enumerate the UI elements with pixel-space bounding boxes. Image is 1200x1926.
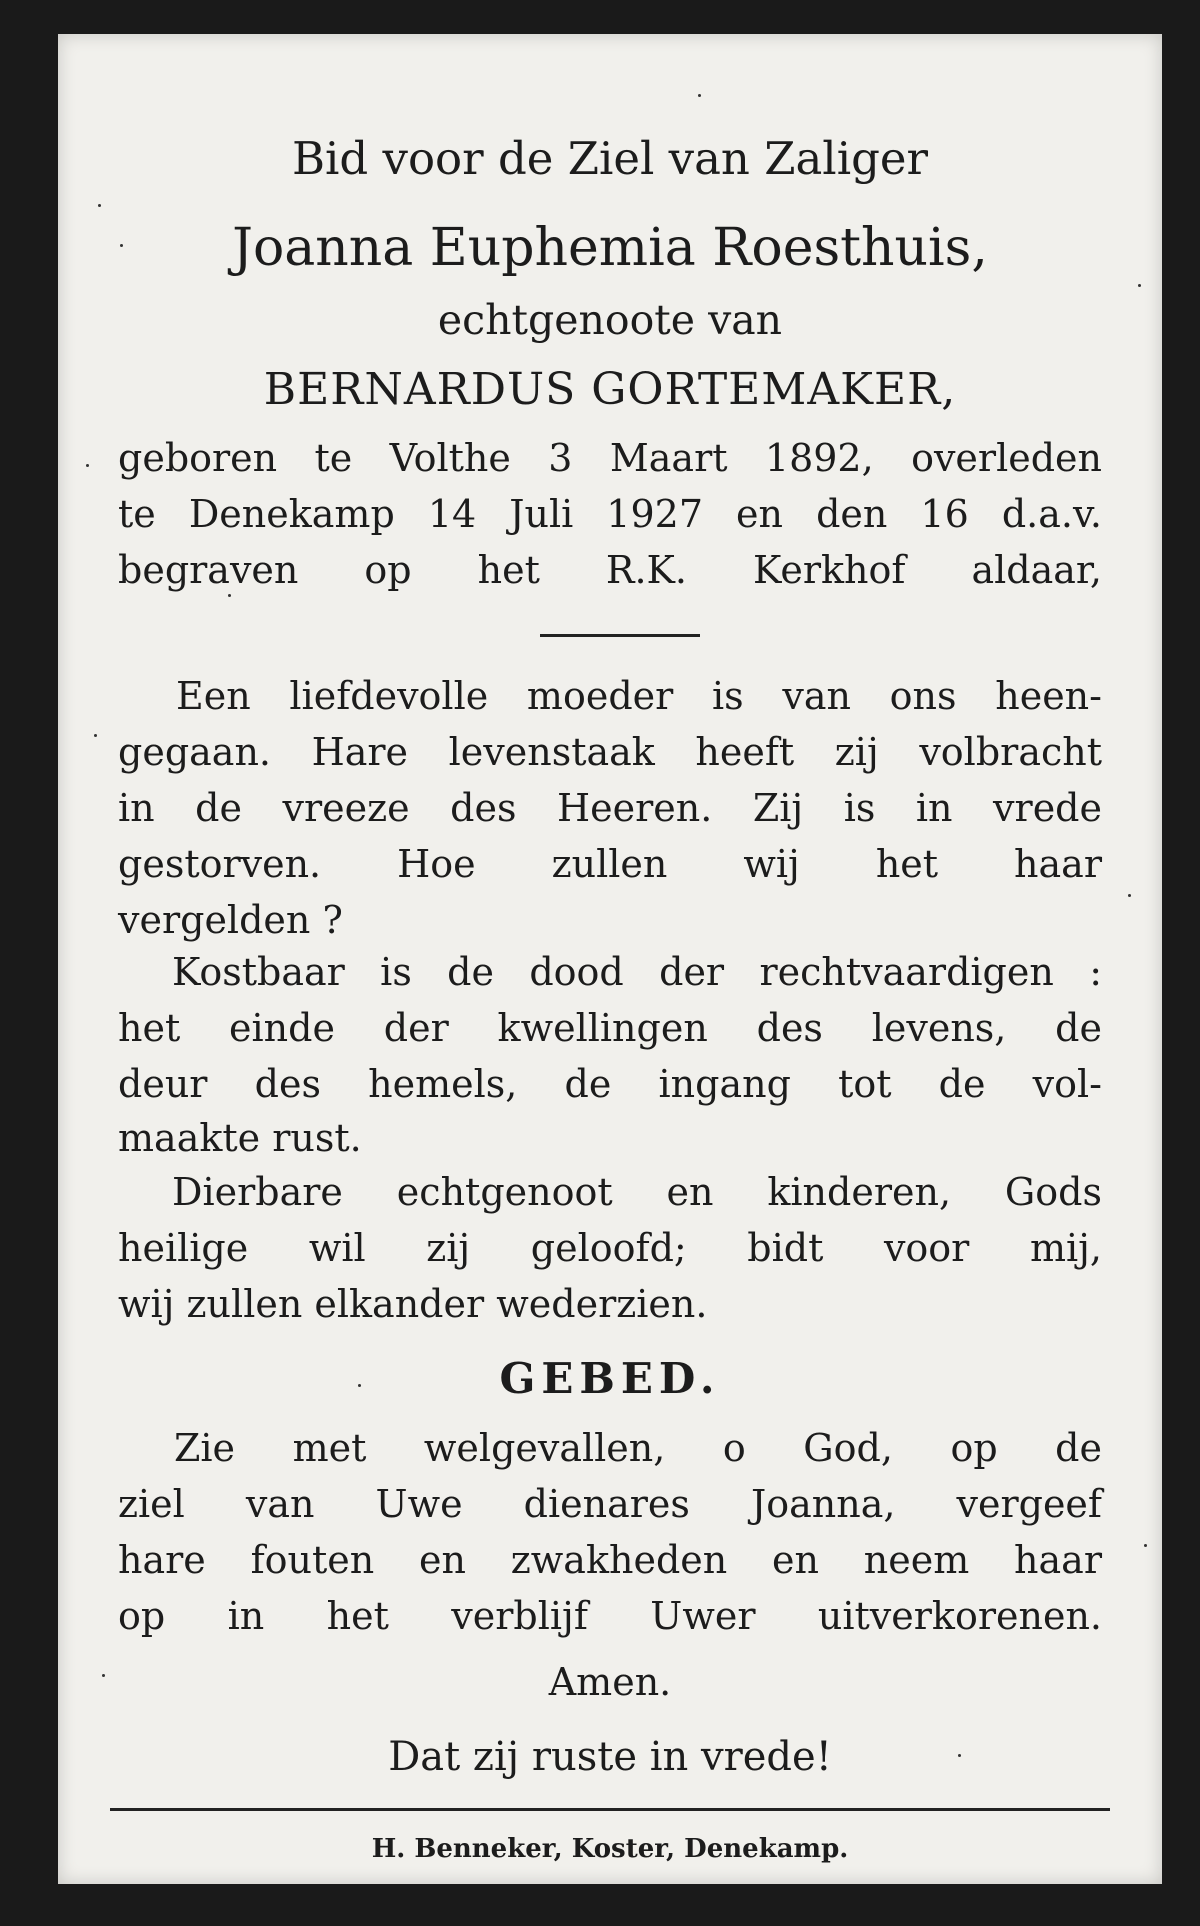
prayer-line-4: op in het verblijf Uwer uitverkorenen. — [118, 1594, 1102, 1638]
print-speck — [94, 734, 97, 737]
print-speck — [120, 244, 123, 247]
print-speck — [86, 464, 89, 467]
paragraph-1-line-2: gegaan. Hare levenstaak heeft zij volbracht — [118, 730, 1102, 774]
print-speck — [358, 1384, 361, 1387]
print-speck — [1144, 1544, 1147, 1547]
print-speck — [958, 1754, 961, 1757]
paragraph-1-line-4: gestorven. Hoe zullen wij het haar — [118, 842, 1102, 886]
prayer-line-3: hare fouten en zwakheden en neem haar — [118, 1538, 1102, 1582]
paragraph-1-line-3: in de vreeze des Heeren. Zij is in vrede — [118, 786, 1102, 830]
printer-credit: H. Benneker, Koster, Denekamp. — [371, 1834, 849, 1864]
prayer-line-1: Zie met welgevallen, o God, op de — [174, 1426, 1102, 1470]
prayer-title: GEBED. — [499, 1354, 721, 1403]
print-speck — [228, 594, 231, 597]
memorial-card — [58, 34, 1162, 1884]
separator-rule — [540, 634, 700, 637]
deceased-name: Joanna Euphemia Roesthuis, — [232, 218, 988, 278]
print-speck — [1138, 284, 1141, 287]
print-speck — [98, 204, 101, 207]
relation-line: echtgenoote van — [437, 296, 783, 344]
paragraph-2-line-4: maakte rust. — [118, 1116, 362, 1160]
prayer-line-2: ziel van Uwe dienares Joanna, vergeef — [118, 1482, 1102, 1526]
paragraph-3-line-1: Dierbare echtgenoot en kinderen, Gods — [172, 1170, 1102, 1214]
spouse-name: BERNARDUS GORTEMAKER, — [263, 364, 957, 415]
paragraph-3-line-3: wij zullen elkander wederzien. — [118, 1282, 708, 1326]
detail-line-2: te Denekamp 14 Juli 1927 en den 16 d.a.v. — [118, 492, 1102, 536]
invocation-line: Bid voor de Ziel van Zaliger — [291, 132, 929, 185]
paragraph-2-line-3: deur des hemels, de ingang tot de vol- — [118, 1062, 1102, 1106]
paragraph-2-line-1: Kostbaar is de dood der rechtvaardigen : — [172, 950, 1102, 994]
detail-line-3: begraven op het R.K. Kerkhof aldaar, — [118, 548, 1102, 592]
paragraph-1-line-5: vergelden ? — [118, 898, 343, 942]
paragraph-2-line-2: het einde der kwellingen des levens, de — [118, 1006, 1102, 1050]
print-speck — [102, 1674, 105, 1677]
paragraph-1-line-1: Een liefdevolle moeder is van ons heen- — [176, 674, 1102, 718]
closing-line: Dat zij ruste in vrede! — [388, 1734, 832, 1780]
detail-line-1: geboren te Volthe 3 Maart 1892, overleden — [118, 436, 1102, 480]
paragraph-3-line-2: heilige wil zij geloofd; bidt voor mij, — [118, 1226, 1102, 1270]
print-speck — [698, 94, 701, 97]
footer-rule — [110, 1808, 1110, 1811]
print-speck — [1128, 894, 1131, 897]
amen-line: Amen. — [548, 1660, 672, 1704]
